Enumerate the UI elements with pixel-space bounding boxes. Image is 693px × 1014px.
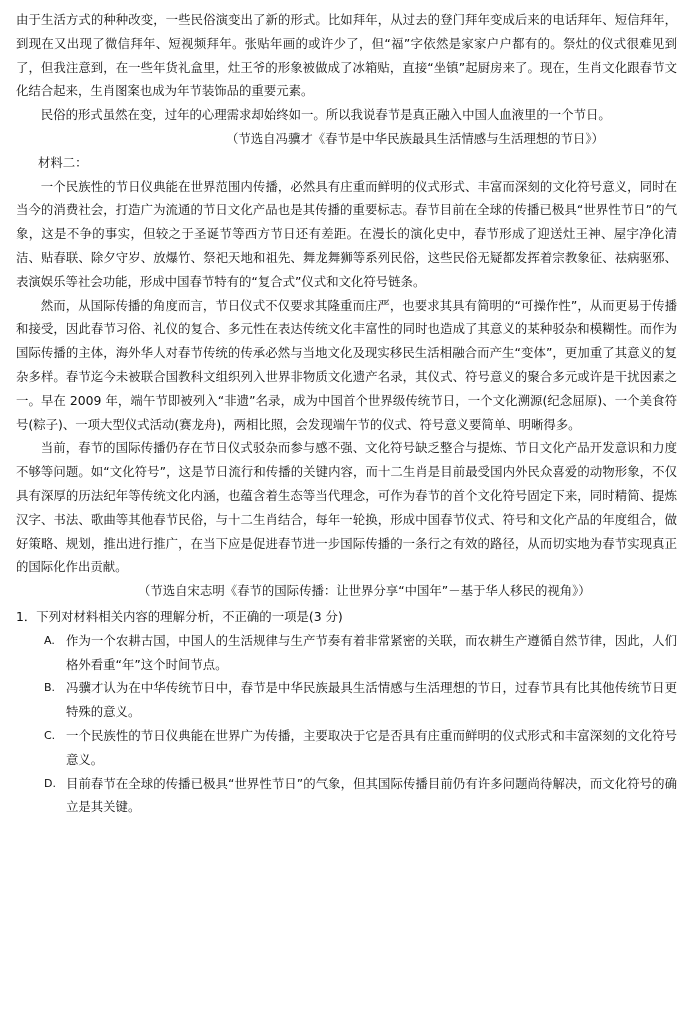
source-citation: （节选自宋志明《春节的国际传播：让世界分享“中国年”－基于华人移民的视角》） [138,583,591,599]
passage-paragraph: 民俗的形式虽然在变，过年的心理需求却始终如一。所以我说春节是真正融入中国人血液里的一个节日。 [40,107,611,123]
question-block [16,605,677,819]
passage-paragraph: 然而，从国际传播的角度而言，节日仪式不仅要求其隆重而庄严，也要求其具有简明的“可操作性”，从而更易于传播和接受，因此春节习俗、礼仪的复合、多元性在表达传统文化丰富性的同时也造成了其意义的某种驳杂和模糊性。而作为国际传播的主体，海外华人对春节传统的传承必然与当地文化及现实移民生活相融合而产生“变体”，更加重了其意义的复杂多样。春节迄今未被联合国教科文组织列入世界非物质文化遗产名录，其仪式、符号意义的聚合多元或许是干扰因素之一。早在 2009 年，端午节即被列入“非遗”名录，成为中国首个世界级传统节日，一个文化溯源(纪念屈原)、一个美食符号(粽子)、一项大型仪式活动(赛龙舟)，两相比照，会发现端午节的仪式、符号意义要简单、明晰得多。 [16,297,677,432]
passage-paragraph: 由于生活方式的种种改变，一些民俗演变出了新的形式。比如拜年，从过去的登门拜年变成后来的电话拜年、短信拜年，到现在又出现了微信拜年、短视频拜年。张贴年画的或许少了，但“福”字依然是家家户户都有的。祭灶的仪式很难见到了，但我注意到，在一些年货礼盒里，灶王爷的形象被做成了冰箱贴，直接“坐镇”起厨房来了。现在，生肖文化跟春节文化结合起来，生肖图案也成为年节装饰品的重要元素。 [16,12,677,99]
material-label: 材料二： [38,154,88,170]
option-a[interactable] [16,629,677,677]
option-letter: D. [44,776,56,790]
option-letter: C. [44,728,56,742]
option-text: 冯骥才认为在中华传统节日中，春节是中华民族最具生活情感与生活理想的节日，过春节具有比其他传统节日更特殊的意义。 [66,680,677,720]
option-d[interactable] [16,772,677,820]
option-letter: B. [44,681,56,695]
option-text: 目前春节在全球的传播已极具“世界性节日”的气象，但其国际传播目前仍有许多问题尚待解决，而文化符号的确立是其关键。 [66,775,677,815]
option-c[interactable] [16,724,677,772]
question-stem: 1．下列对材料相关内容的理解分析，不正确的一项是(3 分) [16,608,343,624]
option-letter: A. [44,633,55,647]
source-citation: （节选自冯骥才《春节是中华民族最具生活情感与生活理想的节日》） [226,130,604,146]
option-text: 一个民族性的节日仪典能在世界广为传播，主要取决于它是否具有庄重而鲜明的仪式形式和丰富深刻的文化符号意义。 [66,727,677,767]
option-text: 作为一个农耕古国，中国人的生活规律与生产节奏有着非常紧密的关联，而农耕生产遵循自然节律，因此，人们格外看重“年”这个时间节点。 [66,632,677,672]
option-b[interactable] [16,676,677,724]
passage-paragraph: 一个民族性的节日仪典能在世界范围内传播，必然具有庄重而鲜明的仪式形式、丰富而深刻的文化符号意义，同时在当今的消费社会，打造广为流通的节日文化产品也是其传播的重要标志。春节目前在全球的传播已极具“世界性节日”的气象，这是不争的事实，但较之于圣诞节等西方节日还有差距。在漫长的演化史中，春节形成了迎送灶王神、屋宇净化清洁、贴春联、除夕守岁、放爆竹、祭祀天地和祖先、舞龙舞狮等系列民俗，这些民俗无疑都发挥着宗教象征、祛病驱邪、表演娱乐等社会功能，形成中国春节特有的“复合式”仪式和文化符号链条。 [16,178,677,289]
passage-paragraph: 当前，春节的国际传播仍存在节日仪式驳杂而参与感不强、文化符号缺乏整合与提炼、节日文化产品开发意识和力度不够等问题。如“文化符号”，这是节日流行和传播的关键内容，而十二生肖是目前最受国内外民众喜爱的动物形象，不仅具有深厚的历法纪年等传统文化内涵，也蕴含着生态等当代理念，可作为春节的首个文化符号固定下来，同时精简、提炼汉字、书法、歌曲等其他春节民俗，与十二生肖结合，每年一轮换，形成中国春节仪式、符号和文化产品的年度组合，做好策略、规划，推出进行推广，在当下应是促进春节进一步国际传播的一条行之有效的路径，从而切实地为春节实现真正的国际化作出贡献。 [16,440,677,575]
